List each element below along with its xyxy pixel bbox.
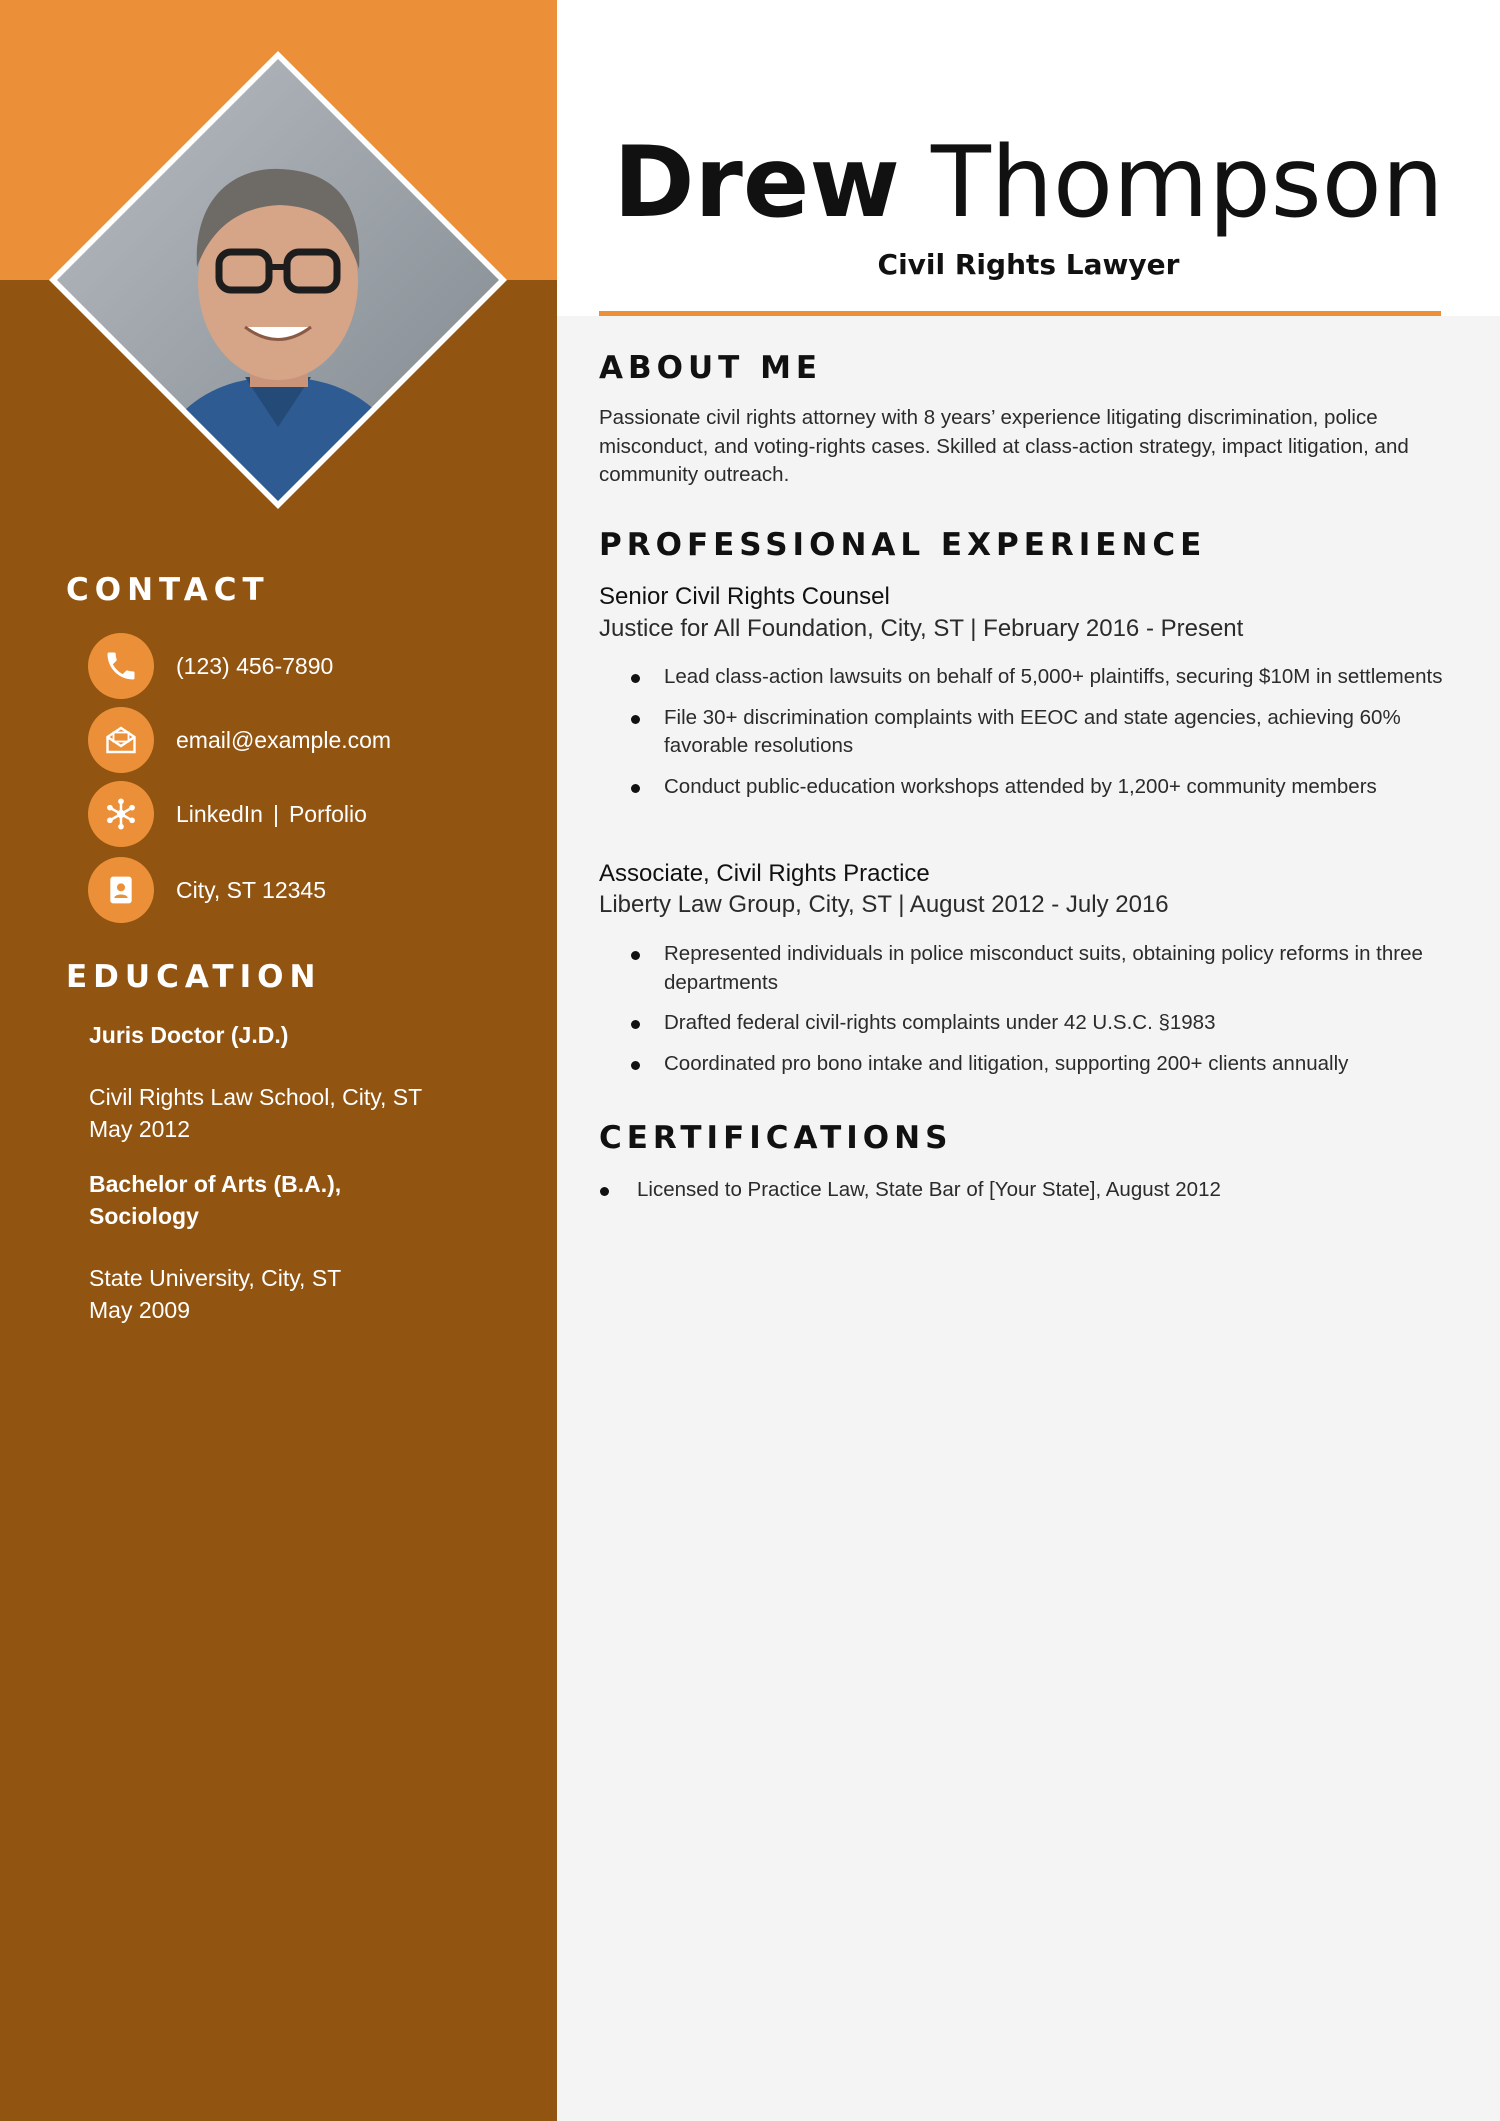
- bullet-dot: [631, 1020, 640, 1029]
- list-item: Coordinated pro bono intake and litigation, supporting 200+ clients annually: [631, 1050, 1451, 1079]
- list-item: File 30+ discrimination complaints with EEOC and state agencies, achieving 60% favorable resolutions: [631, 704, 1451, 761]
- job-title: Civil Rights Lawyer: [877, 248, 1180, 281]
- job-company: Liberty Law Group, City, ST | August 2012 - July 2016: [599, 891, 1169, 918]
- profile-photo: [45, 47, 445, 447]
- header-divider: [599, 311, 1441, 316]
- contact-email-text[interactable]: email@example.com: [176, 726, 392, 753]
- list-item: Drafted federal civil-rights complaints under 42 U.S.C. §1983: [631, 1009, 1451, 1038]
- list-item: Represented individuals in police misconduct suits, obtaining policy reforms in three departments: [631, 940, 1451, 997]
- education-school: State University, City, ST: [89, 1265, 342, 1291]
- bullet-dot: [631, 715, 640, 724]
- profile-photo-diamond: [45, 47, 511, 513]
- contact-links: [88, 781, 528, 847]
- education-degree-field: Sociology: [89, 1203, 199, 1229]
- education-heading: EDUCATION: [66, 959, 322, 995]
- last-name: Thompson: [931, 126, 1444, 240]
- education-entry-ba: [89, 1168, 529, 1326]
- bullet-dot: [631, 674, 640, 683]
- mail-icon: [88, 707, 154, 773]
- education-date: May 2009: [89, 1297, 191, 1323]
- certification-list: [600, 1176, 1420, 1205]
- job-role: Senior Civil Rights Counsel: [599, 583, 890, 610]
- job-bullets: [631, 940, 1451, 1078]
- job-role: Associate, Civil Rights Practice: [599, 860, 930, 887]
- education-degree: Juris Doctor (J.D.): [89, 1022, 289, 1048]
- education-degree: Bachelor of Arts (B.A.),: [89, 1171, 342, 1197]
- first-name: Drew: [613, 126, 900, 240]
- link-separator: |: [272, 800, 279, 827]
- contact-email: [88, 707, 528, 773]
- about-text: Passionate civil rights attorney with 8 years’ experience litigating discrimination, police misconduct, and voting-rights cases. Skilled at class-action strategy, impact litigation, and community outreach.: [599, 406, 1409, 486]
- about-heading: ABOUT ME: [599, 350, 823, 386]
- education-entry-jd: [89, 1019, 529, 1145]
- candidate-name: [557, 128, 1500, 238]
- certifications-heading: CERTIFICATIONS: [599, 1120, 953, 1156]
- experience-heading: PROFESSIONAL EXPERIENCE: [599, 527, 1207, 563]
- phone-icon: [88, 633, 154, 699]
- address-book-icon: [88, 857, 154, 923]
- list-item: Licensed to Practice Law, State Bar of [Your State], August 2012: [600, 1176, 1420, 1205]
- bullet-dot: [631, 951, 640, 960]
- contact-phone-text[interactable]: (123) 456-7890: [176, 652, 334, 679]
- bullet-dot: [631, 784, 640, 793]
- contact-heading: CONTACT: [66, 572, 270, 608]
- network-icon: [88, 781, 154, 847]
- bullet-dot: [631, 1061, 640, 1070]
- contact-address: [88, 857, 528, 923]
- contact-links-text: [176, 801, 367, 828]
- job-company: Justice for All Foundation, City, ST | February 2016 - Present: [599, 615, 1244, 642]
- contact-address-text: City, ST 12345: [176, 876, 327, 903]
- contact-phone: [88, 633, 528, 699]
- education-date: May 2012: [89, 1116, 191, 1142]
- list-item: Lead class-action lawsuits on behalf of 5,000+ plaintiffs, securing $10M in settlements: [631, 663, 1451, 692]
- linkedin-link[interactable]: LinkedIn: [176, 800, 263, 827]
- job-bullets: [631, 663, 1451, 801]
- list-item: Conduct public-education workshops attended by 1,200+ community members: [631, 773, 1451, 802]
- education-school: Civil Rights Law School, City, ST: [89, 1084, 423, 1110]
- portfolio-link[interactable]: Porfolio: [288, 800, 367, 827]
- bullet-dot: [600, 1187, 609, 1196]
